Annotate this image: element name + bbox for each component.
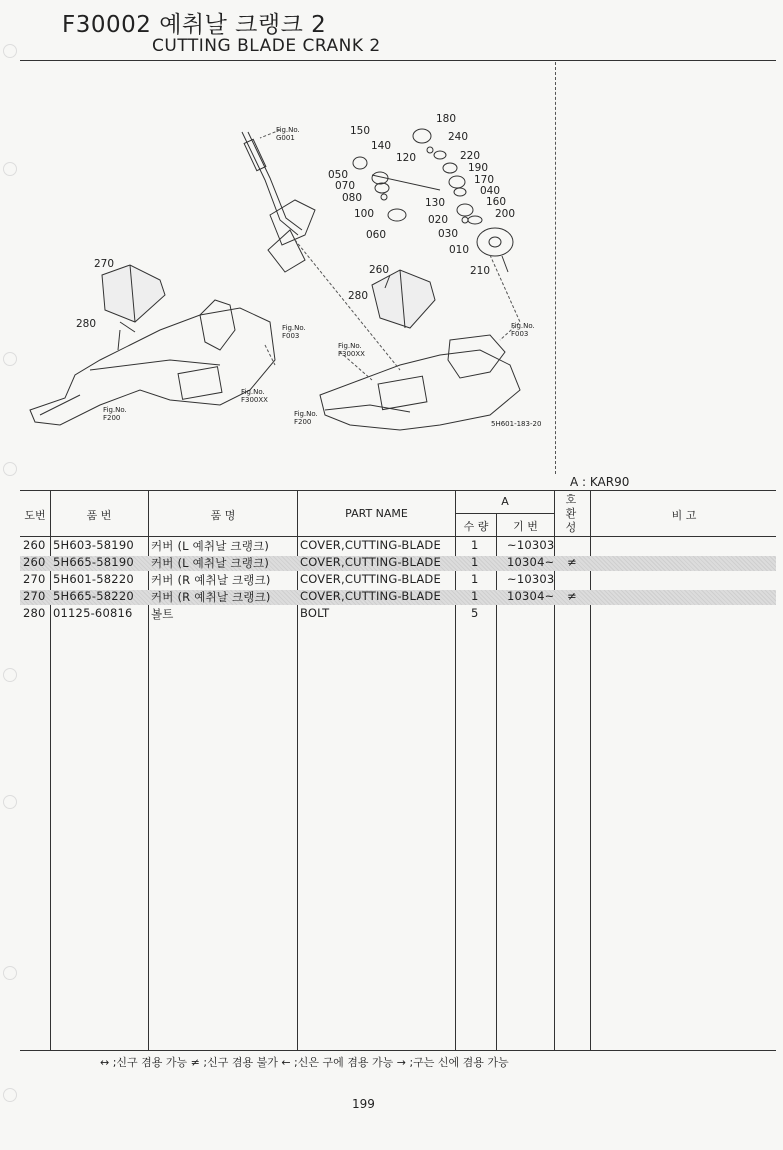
part-label: 200 [495,208,516,220]
header-remarks: 비 고 [671,509,697,522]
cell-part-no: 5H665-58190 [53,555,134,569]
cell-part-name-kr: 커버 (L 예취날 크랭크) [151,539,270,553]
part-label: 130 [425,197,446,209]
cell-index: 280 [23,606,46,620]
figure-ref: Fig.No. G001 [276,126,300,142]
cell-serial: 10304~ [507,589,555,603]
cell-part-no: 5H665-58220 [53,589,134,603]
figure-ref: Fig.No. F200 [294,410,318,426]
binder-hole [3,162,17,176]
part-label: 220 [460,150,481,162]
part-label: 210 [470,265,491,277]
part-label: 240 [448,131,469,143]
cell-part-name-en: COVER,CUTTING-BLADE [300,589,441,603]
cell-compat: ≠ [567,589,577,603]
table-top-rule [20,490,776,491]
cell-serial: ~10303 [507,538,555,552]
cell-part-no: 5H603-58190 [53,538,134,552]
cell-qty: 1 [471,538,479,552]
part-label: 170 [474,174,495,186]
cell-index: 270 [23,572,46,586]
binder-hole [3,668,17,682]
header-qty: 수 량 [463,520,489,533]
page-subtitle: CUTTING BLADE CRANK 2 [152,36,381,56]
part-label: 160 [486,196,507,208]
part-label: 050 [328,169,349,181]
cell-part-no: 5H601-58220 [53,572,134,586]
cell-serial: ~10303 [507,572,555,586]
part-label: 150 [350,125,371,137]
header-part-name-kr: 품 명 [210,509,236,522]
cell-part-name-kr: 커버 (R 예취날 크랭크) [151,573,271,587]
cell-qty: 5 [471,606,479,620]
header-compat: 호환성 [565,493,577,534]
figure-ref: Fig.No. F200 [103,406,127,422]
figure-ref: Fig.No. F003 [282,324,306,340]
column-divider [148,490,149,1050]
cell-part-name-kr: 볼트 [151,607,174,621]
table-header-rule [20,536,776,537]
cell-qty: 1 [471,572,479,586]
table-bottom-rule [20,1050,776,1051]
figure-ref: Fig.No. F300XX [338,342,365,358]
cell-part-name-kr: 커버 (R 예취날 크랭크) [151,590,271,604]
header-part-name-en: PART NAME [345,507,408,520]
table-subheader-rule [455,513,554,514]
binder-hole [3,44,17,58]
header-part-no: 품 번 [86,509,112,522]
binder-hole [3,352,17,366]
cell-index: 260 [23,555,46,569]
binder-hole [3,1088,17,1102]
cell-part-name-en: COVER,CUTTING-BLADE [300,555,441,569]
column-divider [590,490,591,1050]
drawing-code: 5H601-183-20 [491,420,542,428]
page-title: F30002 예취날 크랭크 2 [62,12,327,38]
part-label: 120 [396,152,417,164]
cell-part-name-en: BOLT [300,606,330,620]
part-label: 010 [449,244,470,256]
part-label: 280 [348,290,369,302]
cell-part-name-kr: 커버 (L 예취날 크랭크) [151,556,270,570]
cell-compat: ≠ [567,555,577,569]
header-index: 도번 [24,509,46,522]
cell-part-name-en: COVER,CUTTING-BLADE [300,572,441,586]
page-number: 199 [352,1097,375,1111]
cell-part-no: 01125-60816 [53,606,133,620]
part-label: 020 [428,214,449,226]
binder-hole [3,966,17,980]
cell-qty: 1 [471,589,479,603]
model-note: A : KAR90 [570,475,630,489]
part-label: 100 [354,208,375,220]
binder-hole [3,795,17,809]
header-group-a: A [501,495,509,508]
part-label: 190 [468,162,489,174]
header-serial: 기 번 [513,520,538,533]
part-label: 180 [436,113,457,125]
cell-qty: 1 [471,555,479,569]
part-label: 260 [369,264,390,276]
column-divider [297,490,298,1050]
column-divider [50,490,51,1050]
column-divider [455,490,456,1050]
part-label: 070 [335,180,356,192]
part-label: 140 [371,140,392,152]
part-label: 280 [76,318,97,330]
cell-part-name-en: COVER,CUTTING-BLADE [300,538,441,552]
part-label: 030 [438,228,459,240]
part-label: 040 [480,185,501,197]
figure-ref: Fig.No. F003 [511,322,535,338]
part-label: 080 [342,192,363,204]
binder-hole [3,462,17,476]
cell-serial: 10304~ [507,555,555,569]
part-label: 270 [94,258,115,270]
part-label: 060 [366,229,387,241]
cell-index: 270 [23,589,46,603]
compatibility-legend: ↔ ;신구 겸용 가능 ≠ ;신구 겸용 불가 ← ;신은 구에 겸용 가능 → ;구는 신에 겸용 가능 [100,1056,509,1069]
figure-ref: Fig.No. F300XX [241,388,268,404]
cell-index: 260 [23,538,46,552]
